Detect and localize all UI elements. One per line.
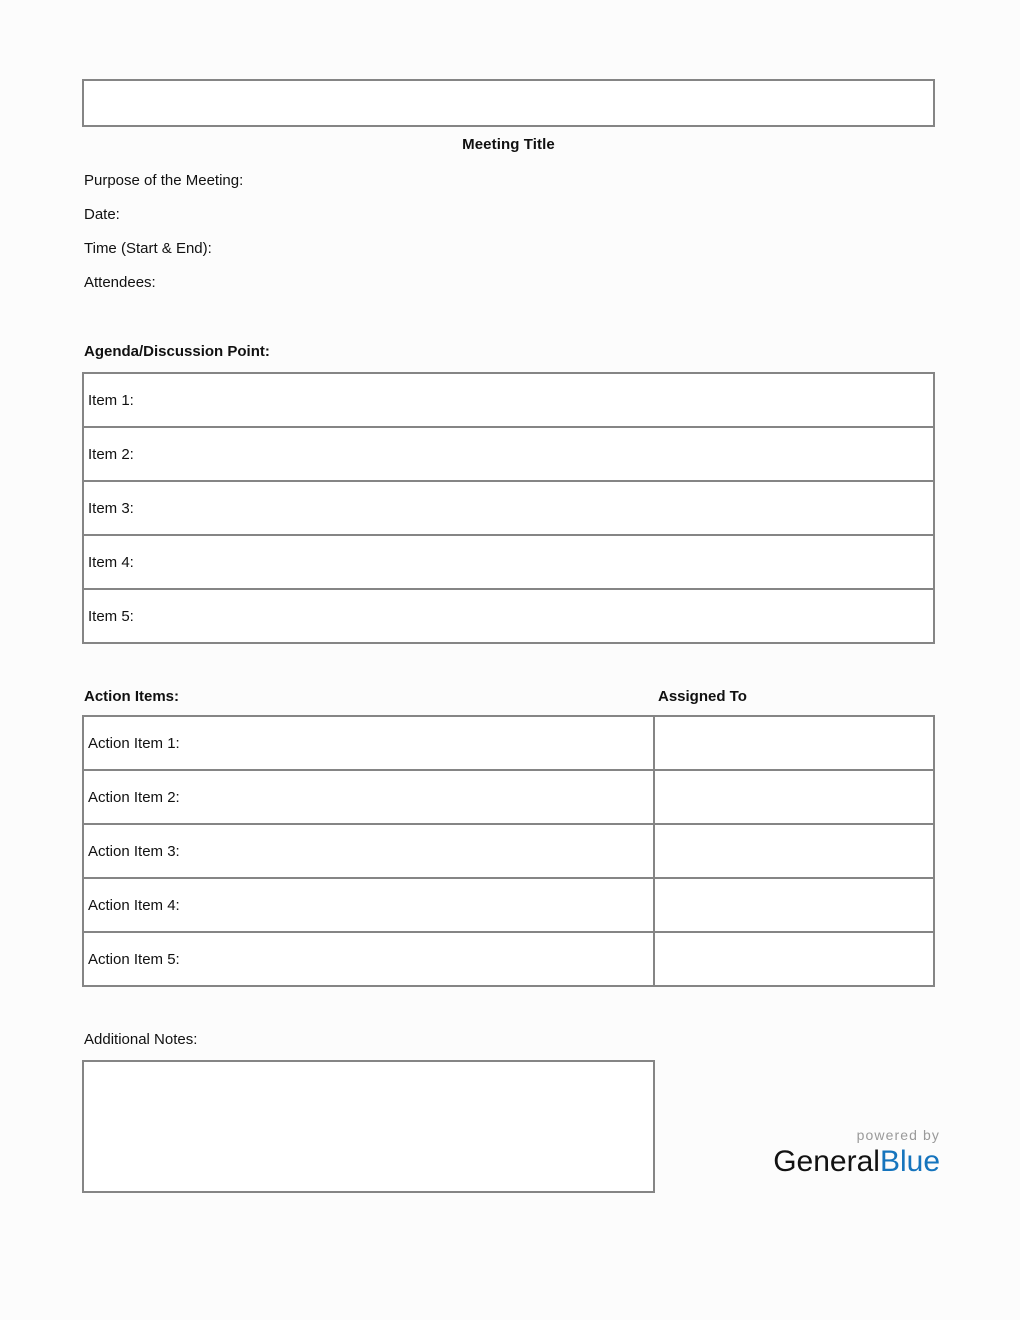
action-item-cell[interactable]: Action Item 5: xyxy=(84,933,655,985)
agenda-section-heading: Agenda/Discussion Point: xyxy=(84,343,270,360)
table-row xyxy=(84,933,933,987)
agenda-item-cell[interactable]: Item 3: xyxy=(88,499,134,517)
brand-name-general: General xyxy=(773,1145,880,1178)
table-row xyxy=(84,771,933,825)
table-row xyxy=(84,374,933,428)
action-item-cell[interactable]: Action Item 1: xyxy=(84,717,655,769)
meta-label-attendees: Attendees: xyxy=(84,274,156,291)
table-row xyxy=(84,879,933,933)
general-blue-logo xyxy=(700,1126,940,1180)
brand-name xyxy=(700,1144,940,1180)
agenda-item-cell[interactable]: Item 2: xyxy=(88,445,134,463)
action-items-table xyxy=(82,715,935,987)
agenda-table xyxy=(82,372,935,644)
assigned-to-cell[interactable] xyxy=(655,933,933,985)
brand-name-blue: Blue xyxy=(879,1145,940,1178)
table-row xyxy=(84,482,933,536)
meeting-title-input[interactable] xyxy=(82,79,935,127)
powered-by-label: powered by xyxy=(856,1127,940,1143)
table-row xyxy=(84,536,933,590)
agenda-item-cell[interactable]: Item 5: xyxy=(88,607,134,625)
table-row xyxy=(84,717,933,771)
meta-label-purpose: Purpose of the Meeting: xyxy=(84,172,244,189)
action-item-cell[interactable]: Action Item 2: xyxy=(84,771,655,823)
agenda-item-cell[interactable]: Item 4: xyxy=(88,553,134,571)
meeting-title-caption: Meeting Title xyxy=(462,136,555,153)
assigned-to-cell[interactable] xyxy=(655,771,933,823)
assigned-to-cell[interactable] xyxy=(655,879,933,931)
meta-label-date: Date: xyxy=(84,206,120,223)
action-item-cell[interactable]: Action Item 3: xyxy=(84,825,655,877)
assigned-to-cell[interactable] xyxy=(655,717,933,769)
action-item-cell[interactable]: Action Item 4: xyxy=(84,879,655,931)
agenda-item-cell[interactable]: Item 1: xyxy=(88,391,134,409)
additional-notes-label: Additional Notes: xyxy=(84,1031,198,1048)
table-row xyxy=(84,590,933,644)
action-items-section-heading: Action Items: xyxy=(84,688,180,705)
assigned-to-column-heading: Assigned To xyxy=(658,688,747,705)
assigned-to-cell[interactable] xyxy=(655,825,933,877)
additional-notes-input[interactable] xyxy=(82,1060,655,1193)
meta-label-time: Time (Start & End): xyxy=(84,240,212,257)
table-row xyxy=(84,428,933,482)
table-row xyxy=(84,825,933,879)
meeting-meta-fields xyxy=(84,171,784,307)
